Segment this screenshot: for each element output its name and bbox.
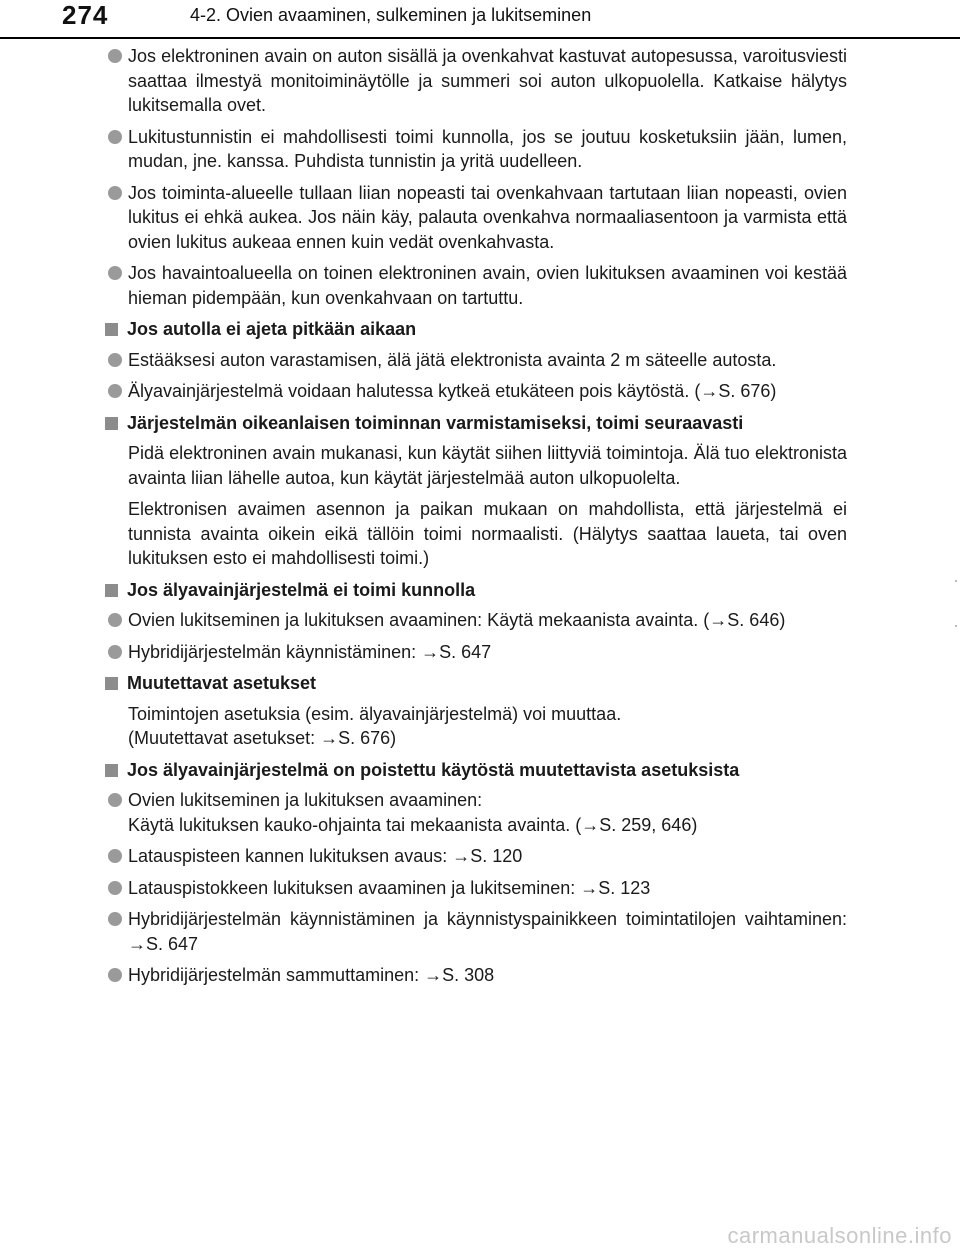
bullet-icon (108, 613, 122, 627)
bullet-icon (108, 130, 122, 144)
bullet-icon (108, 849, 122, 863)
section-title: 4-2. Ovien avaaminen, sulkeminen ja lukitseminen (190, 5, 592, 25)
list-item (105, 379, 847, 404)
list-item (105, 963, 847, 988)
paragraph: Pidä elektroninen avain mukanasi, kun käytät siihen liittyviä toimintoja. Älä tuo elektronista avainta liian lähelle autoa, kun käytät järjestelmää auton ulkopuolelta. (128, 443, 847, 488)
bullet-icon (108, 266, 122, 280)
list-item-text: Ovien lukitseminen ja lukituksen avaaminen: Käytä mekaanista avainta. (→S. 646) (128, 610, 786, 630)
section-heading (105, 411, 847, 436)
list-item-text: Hybridijärjestelmän sammuttaminen: →S. 308 (128, 965, 495, 985)
section-heading (105, 671, 847, 696)
list-item (105, 844, 847, 869)
bullet-icon (108, 881, 122, 895)
bullet-icon (108, 645, 122, 659)
square-bullet-icon (105, 584, 118, 597)
list-item (105, 876, 847, 901)
bullet-icon (108, 186, 122, 200)
list-item (105, 44, 847, 118)
bullet-icon (108, 793, 122, 807)
list-item-text: Jos havaintoalueella on toinen elektroninen avain, ovien lukituksen avaaminen voi kestää hieman pidempään, kun ovenkahvaan on tartuttu. (128, 263, 847, 308)
section-heading (105, 317, 847, 342)
section-heading-text: Jos älyavainjärjestelmä on poistettu käytöstä muutettavista asetuksista (127, 759, 740, 780)
list-item-text: Ovien lukitseminen ja lukituksen avaaminen: (128, 790, 483, 810)
section-heading-text: Muutettavat asetukset (127, 673, 317, 693)
bullet-icon (108, 968, 122, 982)
list-item-text: Estääksesi auton varastamisen, älä jätä elektronista avainta 2 m säteelle autosta. (128, 349, 777, 370)
list-item (105, 788, 847, 837)
margin-mark (955, 625, 957, 627)
list-item-text: Latauspisteen kannen lukituksen avaus: →S. 120 (128, 846, 523, 866)
page-content (105, 44, 847, 995)
list-item-text: Hybridijärjestelmän käynnistäminen: →S. 647 (128, 641, 492, 662)
list-item-text: Lukitustunnistin ei mahdollisesti toimi kunnolla, jos se joutuu kosketuksiin jään, lumen, mudan, jne. kanssa. Puhdista tunnistin ja yritä uudelleen. (128, 126, 847, 171)
list-item (105, 181, 847, 255)
paragraph: Elektronisen avaimen asennon ja paikan mukaan on mahdollista, että järjestelmä ei tunnista avainta oikein eikä tällöin toimi normaalisti. (Hälytys saattaa laueta, tai oven lukituksen esto ei mahdollisesti toimi.) (128, 499, 847, 568)
bullet-icon (108, 353, 122, 367)
list-item-text: Älyavainjärjestelmä voidaan halutessa kytkeä etukäteen pois käytöstä. (→S. 676) (128, 381, 777, 401)
paragraph: Toimintojen asetuksia (esim. älyavainjärjestelmä) voi muuttaa. (128, 703, 622, 724)
watermark: carmanualsonline.info (727, 1223, 952, 1248)
section-heading (105, 758, 847, 783)
list-item (105, 640, 847, 665)
page-header (0, 0, 960, 40)
square-bullet-icon (105, 677, 118, 690)
bullet-icon (108, 384, 122, 398)
section-heading-text: Jos autolla ei ajeta pitkään aikaan (127, 319, 417, 339)
header-rule (0, 37, 960, 39)
list-item-text: Käytä lukituksen kauko-ohjainta tai mekaanista avainta. (→S. 259, 646) (128, 814, 698, 835)
page-number: 274 (62, 0, 109, 30)
bullet-icon (108, 49, 122, 63)
paragraph: (Muutettavat asetukset: →S. 676) (128, 728, 397, 748)
list-item (105, 348, 847, 373)
list-item-text: Jos elektroninen avain on auton sisällä ja ovenkahvat kastuvat autopesussa, varoitusviesti saattaa ilmestyä monitoiminäytölle ja summeri soi auton ulkopuolella. Katkaise hälytys lukitsemalla ovet. (128, 46, 847, 115)
margin-mark (955, 580, 957, 582)
section-heading-text: Jos älyavainjärjestelmä ei toimi kunnolla (127, 579, 476, 600)
square-bullet-icon (105, 323, 118, 336)
list-item (105, 261, 847, 310)
list-item-text: Hybridijärjestelmän käynnistäminen ja käynnistyspainikkeen toimintatilojen vaihtaminen: →S. 647 (128, 909, 847, 954)
square-bullet-icon (105, 417, 118, 430)
list-item-text: Jos toiminta-alueelle tullaan liian nopeasti tai ovenkahvaan tartutaan liian nopeasti, ovien lukitus ei ehkä aukea. Jos näin käy, palauta ovenkahva normaaliasentoon ja varmista että ovien lukitus aukeaa ennen kuin vedät ovenkahvasta. (128, 182, 847, 252)
section-heading-text: Järjestelmän oikeanlaisen toiminnan varmistamiseksi, toimi seuraavasti (127, 412, 744, 433)
bullet-icon (108, 912, 122, 926)
list-item (105, 907, 847, 956)
square-bullet-icon (105, 764, 118, 777)
section-heading (105, 578, 847, 603)
list-item (105, 125, 847, 174)
list-item (105, 608, 847, 633)
list-item-text: Latauspistokkeen lukituksen avaaminen ja lukitseminen: →S. 123 (128, 877, 651, 898)
